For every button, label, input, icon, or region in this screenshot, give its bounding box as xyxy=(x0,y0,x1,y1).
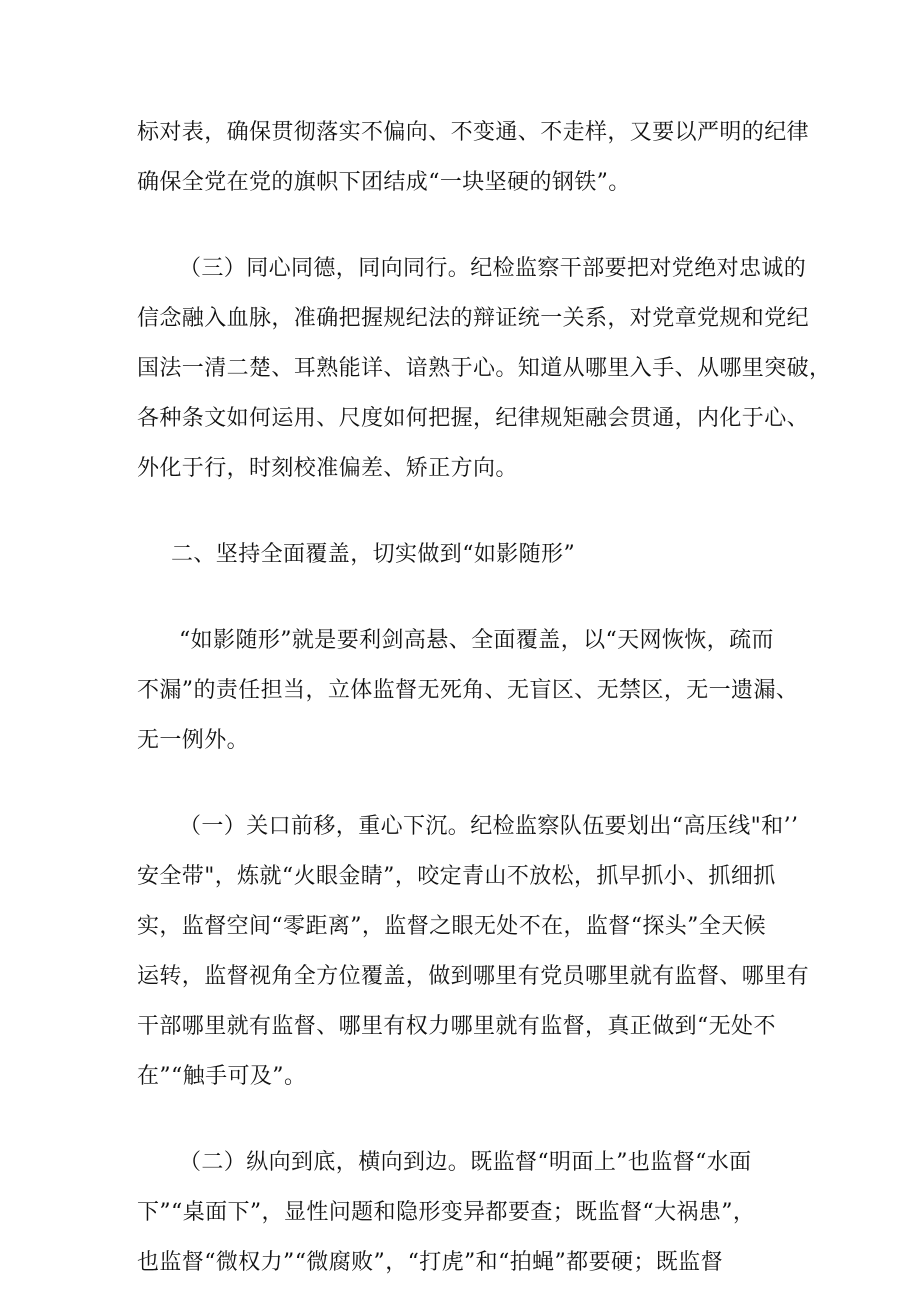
text-line: 也监督“微权力”“微腐败”，“打虎”和“拍蝇”都要硬；既监督 xyxy=(137,1250,723,1275)
text-line: （三）同心同德，同向同行。纪检监察干部要把对党绝对忠诚的 xyxy=(179,256,807,281)
paragraph-4 xyxy=(137,802,810,1102)
text-line: 各种条文如何运用、尺度如何把握，纪律规矩融会贯通，内化于心、 xyxy=(137,406,810,431)
text-line: 外化于行，时刻校准偏差、矫正方向。 xyxy=(137,456,518,481)
section-heading xyxy=(137,530,787,580)
text-line: 国法一清二楚、耳熟能详、谙熟于心。知道从哪里入手、从哪里突破， xyxy=(137,356,832,381)
text-line: 安全带"，炼就“火眼金睛”，咬定青山不放松，抓早抓小、抓细抓 xyxy=(137,864,776,889)
text-line: 不漏”的责任担当，立体监督无死角、无盲区、无禁区，无一遗漏、 xyxy=(137,678,799,703)
text-line: “如影随形”就是要利剑高悬、全面覆盖，以“天网恢恢，疏而 xyxy=(179,628,774,653)
text-line: 运转，监督视角全方位覆盖，做到哪里有党员哪里就有监督、哪里有 xyxy=(137,964,810,989)
heading-text: 二、坚持全面覆盖，切实做到“如影随形” xyxy=(171,542,576,567)
text-line: 干部哪里就有监督、哪里有权力哪里就有监督，真正做到“无处不 xyxy=(137,1014,776,1039)
text-line: 信念融入血脉，准确把握规纪法的辩证统一关系，对党章党规和党纪 xyxy=(137,306,810,331)
text-line: 无一例外。 xyxy=(137,728,250,753)
text-line: 实，监督空间“零距离”，监督之眼无处不在，监督“探头”全天候 xyxy=(137,914,766,939)
paragraph-5 xyxy=(137,1138,787,1288)
text-line: 标对表，确保贯彻落实不偏向、不变通、不走样，又要以严明的纪律 xyxy=(137,120,810,145)
paragraph-1 xyxy=(137,108,810,208)
text-line: 下”“桌面下”，显性问题和隐形变异都要查；既监督“大祸患”， xyxy=(137,1200,756,1225)
paragraph-2 xyxy=(137,244,832,494)
text-line: 在”“触手可及”。 xyxy=(137,1064,307,1089)
document-body xyxy=(137,108,832,1288)
text-line: （一）关口前移，重心下沉。纪检监察队伍要划出“高压线"和’’ xyxy=(179,814,799,839)
text-line: 确保全党在党的旗帜下团结成“一块坚硬的钢铁”。 xyxy=(137,170,631,195)
text-line: （二）纵向到底，横向到边。既监督“明面上”也监督“水面 xyxy=(179,1150,752,1175)
paragraph-3 xyxy=(137,616,799,766)
